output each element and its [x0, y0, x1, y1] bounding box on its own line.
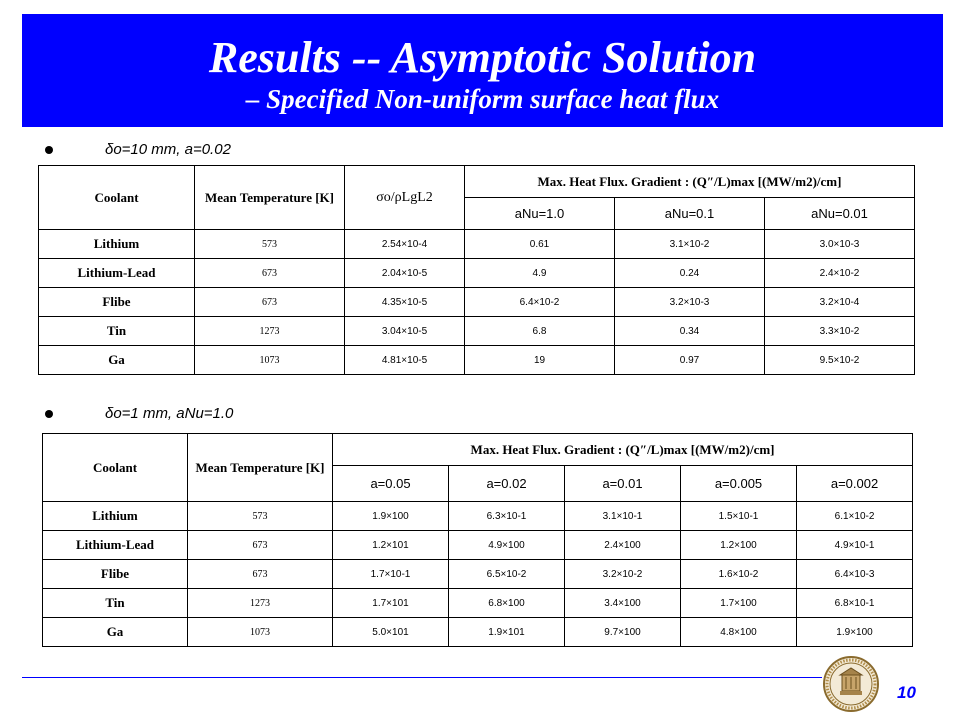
value-cell: 4.8×100	[681, 618, 797, 647]
slide-title: Results -- Asymptotic Solution	[208, 33, 757, 82]
value-cell: 3.4×100	[565, 589, 681, 618]
value-cell: 1.9×100	[333, 502, 449, 531]
coolant-cell: Lithium	[43, 502, 188, 531]
bullet-icon	[45, 146, 53, 154]
results-table-1	[38, 165, 915, 375]
temp-cell: 673	[188, 560, 333, 589]
footer-divider	[22, 677, 822, 678]
value-cell: 6.1×10-2	[797, 502, 913, 531]
table-row	[43, 589, 913, 618]
value-cell: 6.4×10-2	[465, 288, 615, 317]
value-cell: 1.7×10-1	[333, 560, 449, 589]
table-row	[43, 618, 913, 647]
value-cell: 3.2×10-3	[615, 288, 765, 317]
coolant-cell: Flibe	[39, 288, 195, 317]
coolant-cell: Ga	[43, 618, 188, 647]
value-cell: 3.0×10-3	[765, 230, 915, 259]
results-table-2	[42, 433, 913, 647]
coolant-cell: Ga	[39, 346, 195, 375]
value-cell: 1.7×101	[333, 589, 449, 618]
temp-cell: 573	[188, 502, 333, 531]
table-row	[43, 560, 913, 589]
temp-cell: 673	[195, 259, 345, 288]
table-row	[43, 502, 913, 531]
value-cell: 2.4×100	[565, 531, 681, 560]
value-cell: 1.5×10-1	[681, 502, 797, 531]
sigma-cell: 2.54×10-4	[345, 230, 465, 259]
value-cell: 5.0×101	[333, 618, 449, 647]
page-number: 10	[897, 683, 916, 702]
value-cell: 1.9×100	[797, 618, 913, 647]
value-cell: 1.6×10-2	[681, 560, 797, 589]
coolant-cell: Tin	[43, 589, 188, 618]
coolant-cell: Lithium-Lead	[43, 531, 188, 560]
temp-cell: 1073	[188, 618, 333, 647]
value-cell: 0.34	[615, 317, 765, 346]
value-cell: 19	[465, 346, 615, 375]
subheader-a-0-02: a=0.02	[449, 466, 565, 502]
value-cell: 6.8×100	[449, 589, 565, 618]
value-cell: 1.7×100	[681, 589, 797, 618]
table-row	[39, 230, 915, 259]
subheader-anu-1: aNu=1.0	[465, 198, 615, 230]
temp-cell: 673	[195, 288, 345, 317]
coolant-cell: Lithium-Lead	[39, 259, 195, 288]
coolant-cell: Lithium	[39, 230, 195, 259]
value-cell: 4.9	[465, 259, 615, 288]
value-cell: 3.1×10-2	[615, 230, 765, 259]
value-cell: 3.2×10-2	[565, 560, 681, 589]
subheader-a-0-002: a=0.002	[797, 466, 913, 502]
temp-cell: 673	[188, 531, 333, 560]
value-cell: 4.9×10-1	[797, 531, 913, 560]
subheader-a-0-01: a=0.01	[565, 466, 681, 502]
condition-1	[45, 141, 231, 158]
header-mean-temperature: Mean Temperature [K]	[195, 166, 345, 230]
value-cell: 9.7×100	[565, 618, 681, 647]
value-cell: 6.8×10-1	[797, 589, 913, 618]
bullet-icon	[45, 410, 53, 418]
value-cell: 6.4×10-3	[797, 560, 913, 589]
coolant-cell: Tin	[39, 317, 195, 346]
value-cell: 1.2×101	[333, 531, 449, 560]
value-cell: 2.4×10-2	[765, 259, 915, 288]
sigma-cell: 4.81×10-5	[345, 346, 465, 375]
temp-cell: 573	[195, 230, 345, 259]
value-cell: 6.3×10-1	[449, 502, 565, 531]
header-coolant: Coolant	[39, 166, 195, 230]
temp-cell: 1273	[195, 317, 345, 346]
value-cell: 3.3×10-2	[765, 317, 915, 346]
sigma-cell: 4.35×10-5	[345, 288, 465, 317]
subheader-a-0-005: a=0.005	[681, 466, 797, 502]
table-row	[39, 259, 915, 288]
subheader-anu-0-1: aNu=0.1	[615, 198, 765, 230]
value-cell: 0.24	[615, 259, 765, 288]
table-row	[39, 288, 915, 317]
header-gradient: Max. Heat Flux. Gradient : (Q″/L)max [(MW/m2)/cm]	[333, 434, 913, 466]
value-cell: 6.5×10-2	[449, 560, 565, 589]
condition-2	[45, 405, 233, 422]
sigma-cell: 3.04×10-5	[345, 317, 465, 346]
value-cell: 4.9×100	[449, 531, 565, 560]
value-cell: 1.9×101	[449, 618, 565, 647]
title-banner	[22, 14, 943, 127]
sigma-cell: 2.04×10-5	[345, 259, 465, 288]
value-cell: 3.2×10-4	[765, 288, 915, 317]
condition-1-text: δo=10 mm, a=0.02	[105, 141, 231, 158]
value-cell: 6.8	[465, 317, 615, 346]
temp-cell: 1273	[188, 589, 333, 618]
table-row	[43, 531, 913, 560]
header-gradient: Max. Heat Flux. Gradient : (Q″/L)max [(MW/m2)/cm]	[465, 166, 915, 198]
subheader-a-0-05: a=0.05	[333, 466, 449, 502]
subheader-anu-0-01: aNu=0.01	[765, 198, 915, 230]
condition-2-text: δo=1 mm, aNu=1.0	[105, 405, 234, 422]
temp-cell: 1073	[195, 346, 345, 375]
value-cell: 0.97	[615, 346, 765, 375]
value-cell: 9.5×10-2	[765, 346, 915, 375]
coolant-cell: Flibe	[43, 560, 188, 589]
table-row	[39, 317, 915, 346]
header-mean-temperature: Mean Temperature [K]	[188, 434, 333, 502]
value-cell: 1.2×100	[681, 531, 797, 560]
university-seal-icon	[822, 655, 880, 713]
value-cell: 3.1×10-1	[565, 502, 681, 531]
header-sigma: σo/ρLgL2	[345, 166, 465, 230]
header-coolant: Coolant	[43, 434, 188, 502]
slide-subtitle: – Specified Non-uniform surface heat flux	[245, 84, 720, 114]
value-cell: 0.61	[465, 230, 615, 259]
table-row	[39, 346, 915, 375]
